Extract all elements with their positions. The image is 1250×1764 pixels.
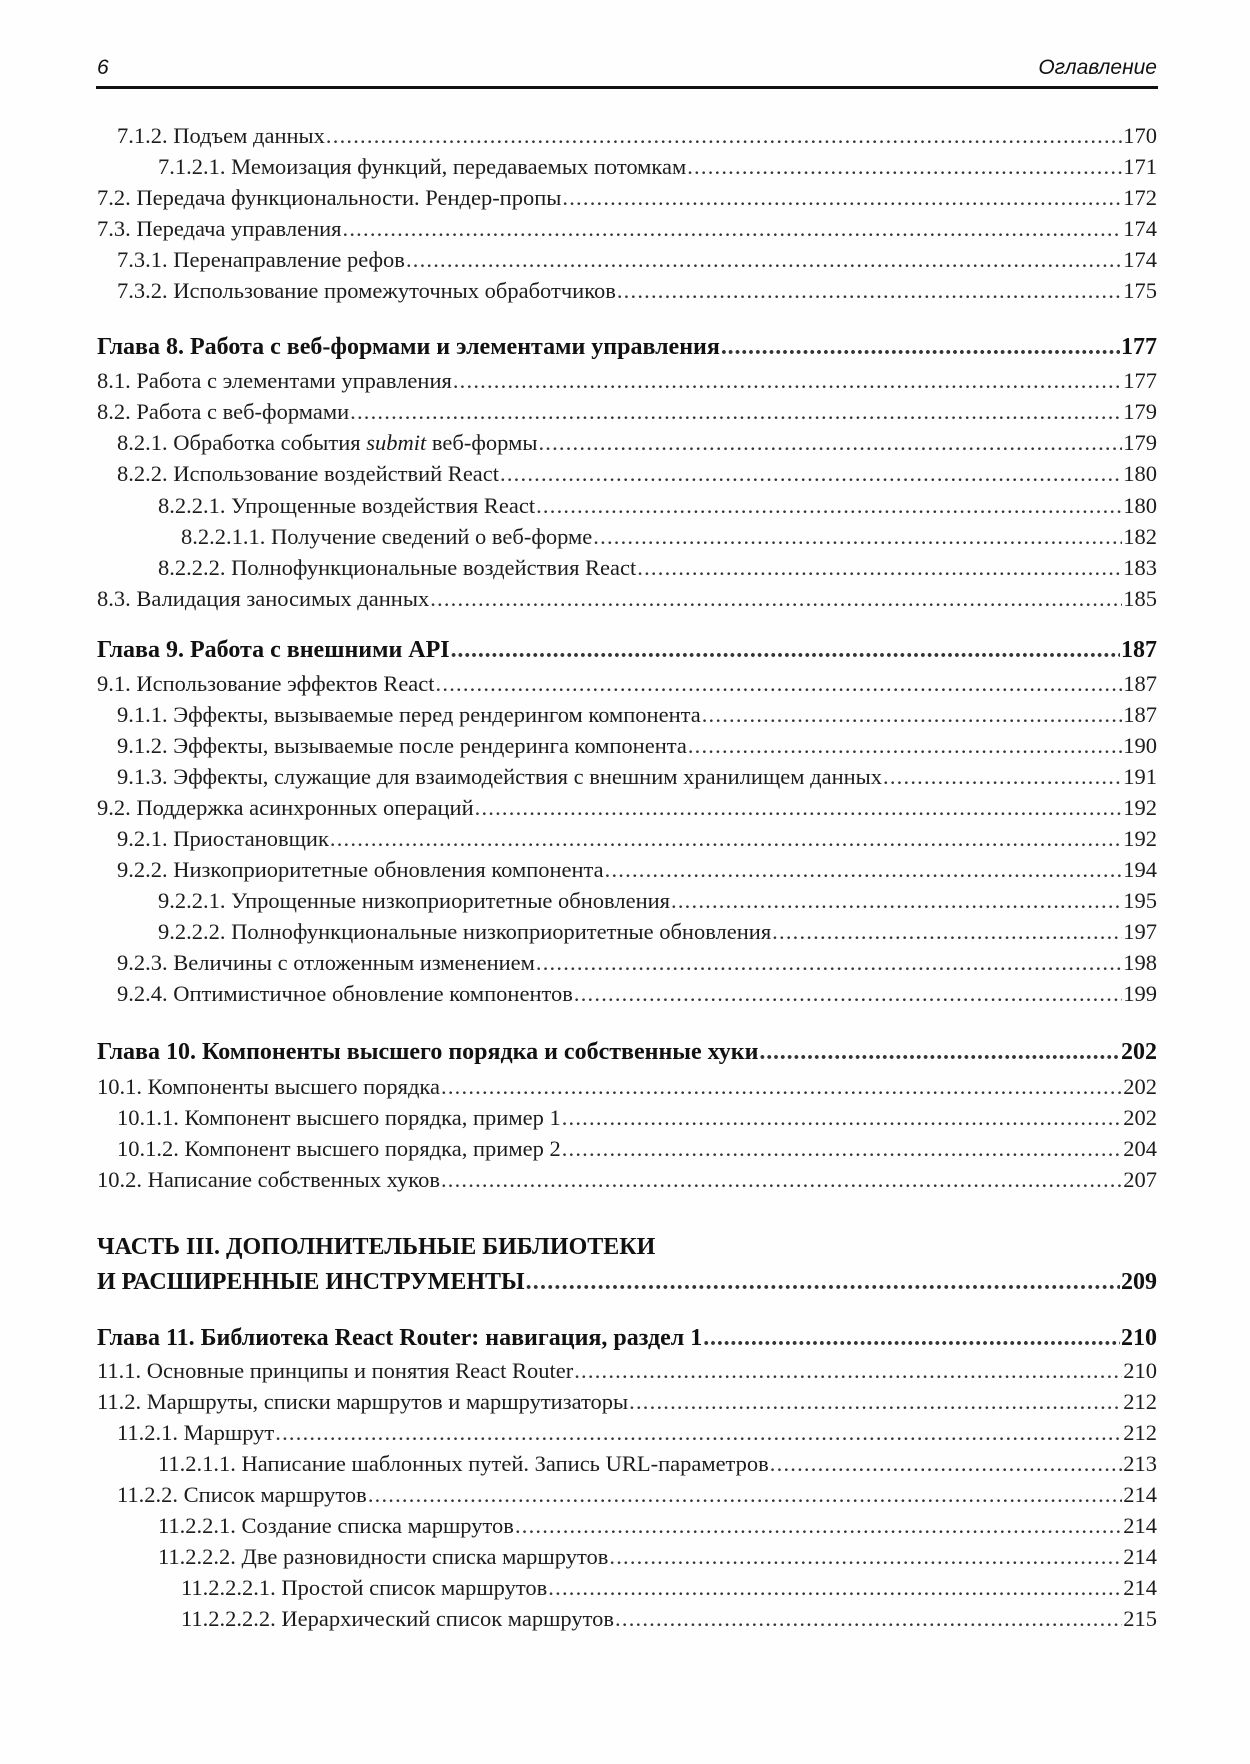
dot-leader: [883, 761, 1122, 792]
dot-leader: [526, 1267, 1120, 1298]
toc-page-number: 212: [1123, 1420, 1157, 1445]
toc-entry-title: 10.1.2. Компонент высшего порядка, пример 2: [117, 1136, 561, 1161]
toc-entry-title: 10.1. Компоненты высшего порядка: [97, 1074, 441, 1099]
toc-page-number: 192: [1123, 826, 1157, 851]
toc-chapter-entry[interactable]: [97, 635, 1157, 666]
toc-entry-title: 9.1.2. Эффекты, вызываемые после рендеринга компонента: [117, 733, 687, 758]
dot-leader: [451, 635, 1120, 666]
toc-page-number: 214: [1123, 1544, 1157, 1569]
toc-entry[interactable]: [117, 244, 1157, 275]
toc-entry-title: 9.2.1. Приостановщик: [117, 826, 329, 851]
toc-entry[interactable]: [117, 947, 1157, 978]
toc-page-number: 214: [1123, 1575, 1157, 1600]
toc-page-number: 207: [1123, 1167, 1157, 1192]
toc-page-number: 187: [1123, 702, 1157, 727]
dot-leader: [406, 244, 1122, 275]
toc-chapter-entry[interactable]: [97, 1037, 1157, 1068]
toc-page-number: 172: [1123, 185, 1157, 210]
toc-page-number: 195: [1123, 888, 1157, 913]
toc-page-number: 180: [1123, 493, 1157, 518]
title-italic-term: submit: [366, 430, 427, 455]
toc-entry-title: 9.2.2.2. Полнофункциональные низкоприоритетные обновления: [158, 919, 772, 944]
toc-page-number: 191: [1123, 764, 1157, 789]
toc-entry[interactable]: [117, 1102, 1157, 1133]
toc-page-number: 177: [1123, 368, 1157, 393]
toc-entry-title: 7.2. Передача функциональности. Рендер-пропы: [97, 185, 562, 210]
toc-entry[interactable]: [97, 668, 1157, 699]
toc-entry[interactable]: [117, 1417, 1157, 1448]
toc-page-number: 202: [1123, 1105, 1157, 1130]
toc-page-number: 214: [1123, 1482, 1157, 1507]
toc-entry[interactable]: [97, 365, 1157, 396]
dot-leader: [350, 396, 1122, 427]
toc-entry[interactable]: [117, 275, 1157, 306]
toc-entry[interactable]: [117, 458, 1157, 489]
dot-leader: [536, 490, 1122, 521]
toc-entry[interactable]: [97, 182, 1157, 213]
toc-entry-title: 7.3. Передача управления: [97, 216, 342, 241]
running-title: Оглавление: [1038, 56, 1157, 79]
dot-leader: [562, 1133, 1123, 1164]
toc-entry[interactable]: [97, 1071, 1157, 1102]
toc-page-number: 179: [1123, 430, 1157, 455]
toc-entry-title: 11.2. Маршруты, списки маршрутов и маршрутизаторы: [97, 1389, 629, 1414]
toc-entry[interactable]: [97, 1355, 1157, 1386]
toc-entry[interactable]: [117, 1479, 1157, 1510]
toc-entry-title: 9.2.4. Оптимистичное обновление компонентов: [117, 981, 573, 1006]
toc-entry[interactable]: [117, 730, 1157, 761]
toc-page-number: 212: [1123, 1389, 1157, 1414]
toc-page-number: 202: [1123, 1074, 1157, 1099]
toc-entry-title: 9.1.1. Эффекты, вызываемые перед рендерингом компонента: [117, 702, 701, 727]
toc-entry[interactable]: [117, 1133, 1157, 1164]
toc-entry-title: 9.1. Использование эффектов React: [97, 671, 435, 696]
toc-entry-title: Глава 10. Компоненты высшего порядка и собственные хуки: [97, 1039, 759, 1065]
dot-leader: [605, 854, 1123, 885]
toc-entry[interactable]: [97, 396, 1157, 427]
toc-entry-title: 9.2.2.1. Упрощенные низкоприоритетные обновления: [158, 888, 671, 913]
toc-entry[interactable]: [97, 583, 1157, 614]
toc-entry-title: 7.1.2.1. Мемоизация функций, передаваемых потомкам: [158, 154, 687, 179]
dot-leader: [515, 1510, 1122, 1541]
toc-entry[interactable]: [158, 552, 1157, 583]
dot-leader: [453, 365, 1122, 396]
dot-leader: [441, 1071, 1122, 1102]
toc-entry-title: 9.1.3. Эффекты, служащие для взаимодействия с внешним хранилищем данных: [117, 764, 883, 789]
toc-part-entry[interactable]: [97, 1267, 1157, 1298]
toc-page-number: 171: [1123, 154, 1157, 179]
toc-entry[interactable]: [117, 761, 1157, 792]
toc-entry[interactable]: [97, 213, 1157, 244]
toc-page-number: 213: [1123, 1451, 1157, 1476]
dot-leader: [702, 699, 1123, 730]
toc-page-number: 182: [1123, 524, 1157, 549]
toc-entry-title: Глава 11. Библиотека React Router: навигация, раздел 1: [97, 1325, 703, 1351]
dot-leader: [574, 1355, 1122, 1386]
dot-leader: [430, 583, 1122, 614]
toc-page-number: 214: [1123, 1513, 1157, 1538]
toc-entry-title: 7.1.2. Подъем данных: [117, 123, 325, 148]
dot-leader: [562, 1102, 1123, 1133]
toc-page-number: 192: [1123, 795, 1157, 820]
toc-page-number: 179: [1123, 399, 1157, 424]
toc-entry-title: 11.1. Основные принципы и понятия React Router: [97, 1358, 574, 1383]
dot-leader: [562, 182, 1122, 213]
toc-entry-title: 8.2.2.2. Полнофункциональные воздействия React: [158, 555, 637, 580]
toc-entry[interactable]: [158, 1510, 1157, 1541]
toc-entry[interactable]: [158, 151, 1157, 182]
toc-entry[interactable]: [158, 1448, 1157, 1479]
dot-leader: [703, 1323, 1120, 1354]
toc-entry[interactable]: [181, 521, 1157, 552]
toc-page-number: 174: [1123, 247, 1157, 272]
dot-leader: [617, 275, 1122, 306]
toc-page-number: 190: [1123, 733, 1157, 758]
toc-entry[interactable]: [117, 699, 1157, 730]
toc-page-number: 183: [1123, 555, 1157, 580]
toc-page-number: 187: [1121, 637, 1157, 663]
title-text: веб-формы: [426, 430, 538, 455]
toc-entry[interactable]: [158, 885, 1157, 916]
toc-entry-title: Глава 8. Работа с веб-формами и элементами управления: [97, 334, 720, 360]
toc-page-number: 210: [1121, 1325, 1157, 1351]
toc-page-number: 175: [1123, 278, 1157, 303]
toc-entry[interactable]: [97, 1164, 1157, 1195]
toc-entry-title: 8.2.2. Использование воздействий React: [117, 461, 500, 486]
dot-leader: [772, 916, 1122, 947]
dot-leader: [441, 1164, 1122, 1195]
toc-entry[interactable]: [97, 792, 1157, 823]
toc-entry-title: 9.2.3. Величины с отложенным изменением: [117, 950, 535, 975]
dot-leader: [436, 668, 1123, 699]
toc-entry-title: 10.2. Написание собственных хуков: [97, 1167, 440, 1192]
toc-entry-title: 10.1.1. Компонент высшего порядка, пример 1: [117, 1105, 561, 1130]
toc-page-number: 177: [1121, 334, 1157, 360]
toc-entry-title: 7.3.1. Перенаправление рефов: [117, 247, 405, 272]
dot-leader: [615, 1603, 1122, 1634]
dot-leader: [326, 120, 1122, 151]
toc-entry-title: 9.2.2. Низкоприоритетные обновления компонента: [117, 857, 604, 882]
toc-page-number: 209: [1121, 1269, 1157, 1295]
dot-leader: [500, 458, 1122, 489]
toc-page-number: 180: [1123, 461, 1157, 486]
dot-leader: [275, 1417, 1122, 1448]
dot-leader: [475, 792, 1123, 823]
toc-page-number: 185: [1123, 586, 1157, 611]
dot-leader: [629, 1386, 1122, 1417]
toc-page-number: 210: [1123, 1358, 1157, 1383]
toc-page-number: 194: [1123, 857, 1157, 882]
toc-entry-title: 9.2. Поддержка асинхронных операций: [97, 795, 474, 820]
toc-entry-title: 11.2.1. Маршрут: [117, 1420, 275, 1445]
toc-entry[interactable]: [117, 120, 1157, 151]
toc-entry-title: 8.3. Валидация заносимых данных: [97, 586, 430, 611]
title-text: 8.2.1. Обработка события: [117, 430, 367, 455]
toc-entry-title: 11.2.2. Список маршрутов: [117, 1482, 367, 1507]
toc-entry-title: 7.3.2. Использование промежуточных обработчиков: [117, 278, 616, 303]
toc-chapter-entry[interactable]: [97, 1323, 1157, 1354]
dot-leader: [368, 1479, 1122, 1510]
dot-leader: [721, 332, 1120, 363]
toc-entry[interactable]: [158, 490, 1157, 521]
toc-entry[interactable]: [158, 916, 1157, 947]
toc-entry-title: 11.2.2.2.1. Простой список маршрутов: [181, 1575, 548, 1600]
toc-entry[interactable]: [117, 978, 1157, 1009]
toc-page-number: 170: [1123, 123, 1157, 148]
toc-page-number: 215: [1123, 1606, 1157, 1631]
dot-leader: [574, 978, 1122, 1009]
toc-entry-title: 11.2.2.2.2. Иерархический список маршрутов: [181, 1606, 615, 1631]
toc-page-number: 199: [1123, 981, 1157, 1006]
dot-leader: [548, 1572, 1122, 1603]
toc-entry-title: 11.2.1.1. Написание шаблонных путей. Запись URL-параметров: [158, 1451, 769, 1476]
toc-chapter-entry[interactable]: [97, 332, 1157, 363]
toc-entry[interactable]: [117, 427, 1157, 458]
toc-entry[interactable]: [117, 854, 1157, 885]
toc-entry[interactable]: [117, 823, 1157, 854]
toc-entry[interactable]: [181, 1603, 1157, 1634]
running-head: [97, 56, 1157, 86]
toc-entry-title: 8.2.2.1. Упрощенные воздействия React: [158, 493, 536, 518]
toc-entry-title: 11.2.2.2. Две разновидности списка маршрутов: [158, 1544, 609, 1569]
page-number: 6: [97, 56, 109, 79]
toc-page-number: 204: [1123, 1136, 1157, 1161]
dot-leader: [536, 947, 1122, 978]
dot-leader: [671, 885, 1122, 916]
dot-leader: [770, 1448, 1122, 1479]
header-rule: [96, 86, 1158, 89]
dot-leader: [688, 730, 1122, 761]
toc-entry-title: Глава 9. Работа с внешними API: [97, 637, 450, 663]
toc-page-number: 198: [1123, 950, 1157, 975]
toc-entry[interactable]: [97, 1386, 1157, 1417]
dot-leader: [609, 1541, 1122, 1572]
toc-page-number: 187: [1123, 671, 1157, 696]
dot-leader: [593, 521, 1122, 552]
toc-page-number: 202: [1121, 1039, 1157, 1065]
toc-entry[interactable]: [181, 1572, 1157, 1603]
toc-entry-title: И РАСШИРЕННЫЕ ИНСТРУМЕНТЫ: [97, 1269, 525, 1295]
toc-entry[interactable]: [158, 1541, 1157, 1572]
toc-entry-title: [117, 427, 537, 458]
toc-entry-title: 8.2.2.1.1. Получение сведений о веб-форме: [181, 524, 593, 549]
toc-entry-title: 8.2. Работа с веб-формами: [97, 399, 350, 424]
dot-leader: [343, 213, 1123, 244]
dot-leader: [330, 823, 1122, 854]
toc-entry-title: 11.2.2.1. Создание списка маршрутов: [158, 1513, 514, 1538]
dot-leader: [538, 427, 1122, 458]
toc-page-number: 174: [1123, 216, 1157, 241]
part-heading-line1[interactable]: ЧАСТЬ III. ДОПОЛНИТЕЛЬНЫЕ БИБЛИОТЕКИ: [97, 1234, 656, 1260]
dot-leader: [687, 151, 1122, 182]
toc-page-number: 197: [1123, 919, 1157, 944]
toc-entry-title: 8.1. Работа с элементами управления: [97, 368, 452, 393]
dot-leader: [759, 1037, 1120, 1068]
dot-leader: [637, 552, 1122, 583]
